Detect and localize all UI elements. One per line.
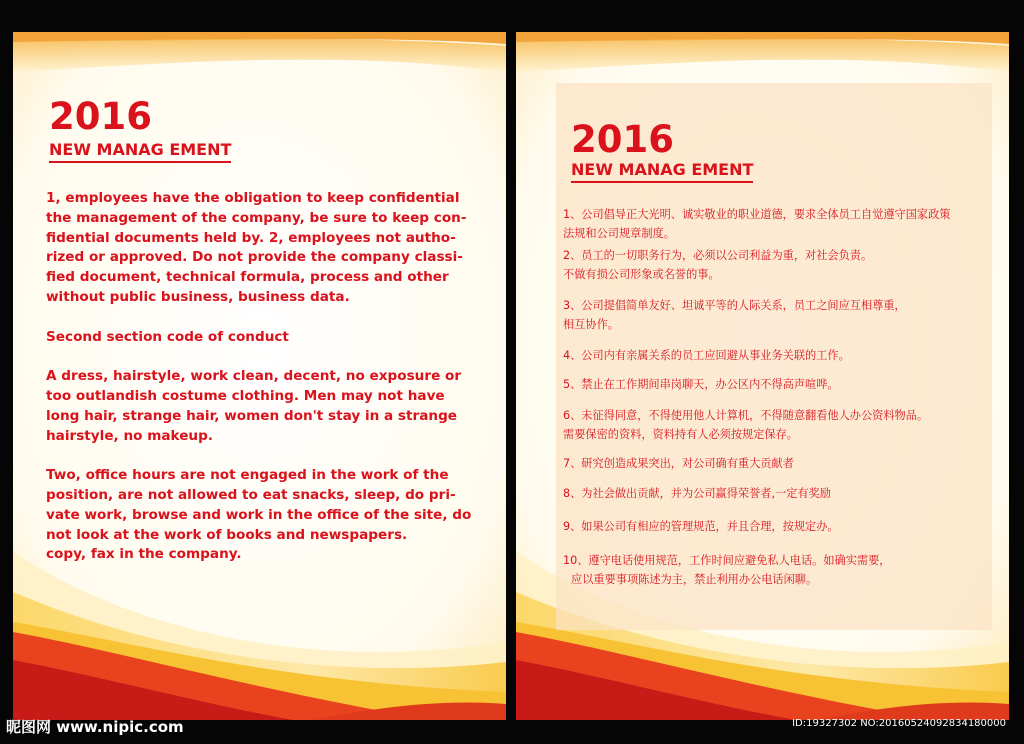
rule-line: 8、为社会做出贡献，并为公司赢得荣誉者,一定有奖励 xyxy=(563,487,831,500)
rule-line: 3、公司提倡简单友好、坦诚平等的人际关系，员工之间应互相尊重， xyxy=(563,299,906,312)
left-p3-line: too outlandish costume clothing. Men may not have xyxy=(46,387,445,404)
rule-line: 7、研究创造成果突出，对公司确有重大贡献者 xyxy=(563,457,794,470)
left-body-text xyxy=(46,189,484,585)
rule-line: 4、公司内有亲属关系的员工应回避从事业务关联的工作。 xyxy=(563,349,850,362)
right-title-year: 2016 xyxy=(571,118,674,161)
rule-item xyxy=(563,246,993,284)
left-p4-line: position, are not allowed to eat snacks, sleep, do pri- xyxy=(46,486,456,503)
rule-item xyxy=(563,375,993,394)
rule-line: 不做有损公司形象或名誉的事。 xyxy=(563,268,720,281)
left-p4-line: not look at the work of books and newspapers. xyxy=(46,526,408,543)
left-p1-line: fidential documents held by. 2, employees not autho- xyxy=(46,229,456,246)
watermark-id: ID:19327302 NO:20160524092834180000 xyxy=(792,718,1006,729)
rule-item xyxy=(563,406,993,444)
rule-line: 10、遵守电话使用规范，工作时间应避免私人电话。如确实需要， xyxy=(563,554,891,567)
left-p4-line: copy, fax in the company. xyxy=(46,546,242,563)
left-p1-line: fied document, technical formula, process and other xyxy=(46,269,449,286)
rule-line: 1、公司倡导正大光明、诚实敬业的职业道德，要求全体员工自觉遵守国家政策 xyxy=(563,208,951,221)
left-section-heading xyxy=(46,328,484,348)
left-p1-line: 1, employees have the obligation to keep confidential xyxy=(46,190,460,206)
left-paragraph-1 xyxy=(46,189,484,308)
rule-line: 应以重要事项陈述为主，禁止利用办公电话闲聊。 xyxy=(571,573,818,586)
left-p1-line: without public business, business data. xyxy=(46,288,350,305)
rule-line: 9、如果公司有相应的管理规范，并且合理，按规定办。 xyxy=(563,520,839,533)
rule-line: 6、未征得同意，不得使用他人计算机，不得随意翻看他人办公资料物品。 xyxy=(563,409,929,422)
left-page xyxy=(13,32,506,720)
watermark-logo: 昵图网 www.nipic.com xyxy=(6,718,184,736)
left-p4-line: Two, office hours are not engaged in the work of the xyxy=(46,467,449,484)
left-title-subtitle: NEW MANAG EMENT xyxy=(49,142,231,163)
left-p3-line: long hair, strange hair, women don't stay in a strange xyxy=(46,407,458,424)
rule-item xyxy=(563,484,993,503)
left-p2-line: Second section code of conduct xyxy=(46,328,289,345)
rule-item xyxy=(563,551,993,589)
rule-line: 法规和公司规章制度。 xyxy=(563,227,675,240)
left-p1-line: the management of the company, be sure to keep con- xyxy=(46,209,467,226)
left-p3-line: hairstyle, no makeup. xyxy=(46,427,213,444)
right-title-subtitle: NEW MANAG EMENT xyxy=(571,162,753,183)
left-p3-line: A dress, hairstyle, work clean, decent, no exposure or xyxy=(46,368,462,385)
right-page xyxy=(516,32,1009,720)
left-title-year: 2016 xyxy=(49,95,152,138)
left-p1-line: rized or approved. Do not provide the company classi- xyxy=(46,249,463,266)
rule-item xyxy=(563,296,993,334)
rule-item xyxy=(563,205,993,243)
rule-item xyxy=(563,454,993,473)
rule-item xyxy=(563,346,993,365)
rule-line: 2、员工的一切职务行为，必须以公司利益为重，对社会负责。 xyxy=(563,249,873,262)
rule-item xyxy=(563,517,993,536)
rule-line: 5、禁止在工作期间串岗聊天，办公区内不得高声喧哗。 xyxy=(563,378,839,391)
left-p4-line: vate work, browse and work in the office of the site, do xyxy=(46,506,472,523)
rule-line: 需要保密的资料，资料持有人必须按规定保存。 xyxy=(563,428,798,441)
rule-line: 相互协作。 xyxy=(563,318,619,331)
left-paragraph-4 xyxy=(46,466,484,565)
left-paragraph-3 xyxy=(46,367,484,446)
